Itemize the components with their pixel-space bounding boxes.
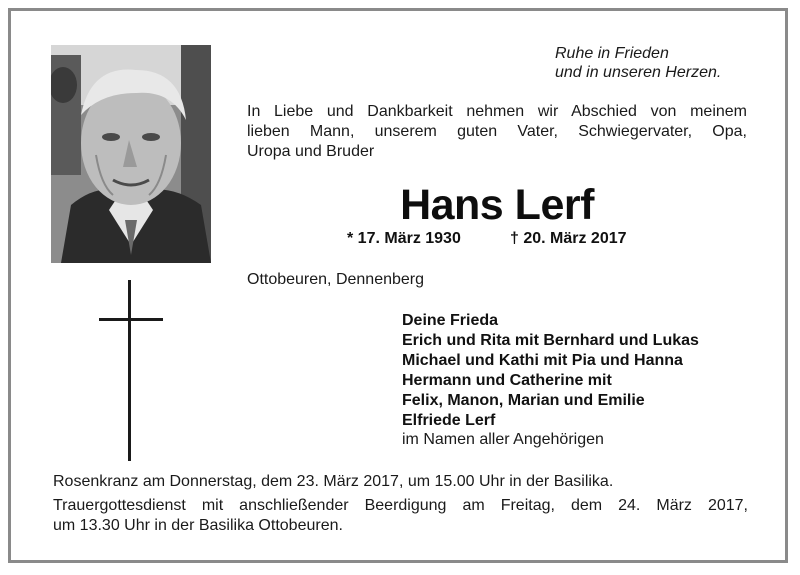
motto	[555, 44, 721, 82]
mourner-line: Erich und Rita mit Bernhard und Lukas	[402, 332, 699, 349]
mourners-list	[402, 311, 699, 431]
mourner-line: Deine Frieda	[402, 312, 499, 329]
portrait-photo	[51, 45, 211, 263]
cross-icon-bar	[99, 318, 163, 321]
birth-date: * 17. März 1930	[347, 230, 461, 247]
family-note: im Namen aller Angehörigen	[402, 431, 604, 448]
funeral-info-line: Trauergottesdienst mit anschließender Beerdigung am Freitag, dem 24. März 2017,	[53, 497, 748, 514]
motto-line: und in unseren Herzen.	[555, 64, 722, 81]
mourner-line: Elfriede Lerf	[402, 412, 496, 429]
intro-text	[247, 102, 747, 162]
cross-icon	[128, 280, 131, 461]
place: Ottobeuren, Dennenberg	[247, 271, 425, 288]
service-info	[53, 472, 748, 536]
intro-line: In Liebe und Dankbarkeit nehmen wir Abschied von meinem	[247, 103, 747, 120]
mourner-line: Michael und Kathi mit Pia und Hanna	[402, 352, 683, 369]
intro-line: Uropa und Bruder	[247, 143, 375, 160]
deceased-name: Hans Lerf	[400, 181, 594, 229]
funeral-info-line: um 13.30 Uhr in der Basilika Ottobeuren.	[53, 517, 343, 534]
intro-line: lieben Mann, unserem guten Vater, Schwiegervater, Opa,	[247, 123, 747, 140]
life-dates	[347, 230, 627, 248]
mourner-line: Hermann und Catherine mit	[402, 372, 612, 389]
rosary-info: Rosenkranz am Donnerstag, dem 23. März 2017, um 15.00 Uhr in der Basilika.	[53, 473, 614, 490]
motto-line: Ruhe in Frieden	[555, 45, 669, 62]
mourner-line: Felix, Manon, Marian und Emilie	[402, 392, 645, 409]
death-date: † 20. März 2017	[510, 230, 627, 247]
